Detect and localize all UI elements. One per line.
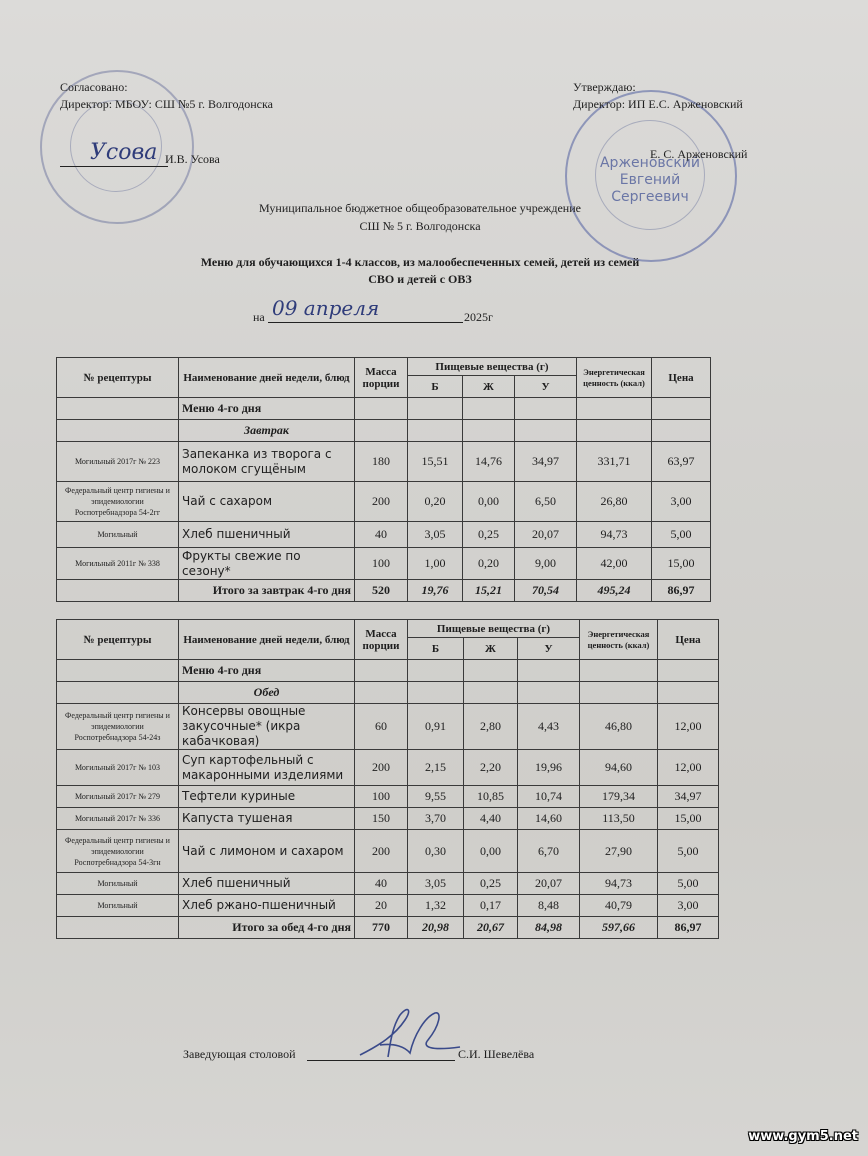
table-row	[57, 830, 719, 873]
table-row	[57, 704, 719, 750]
carbs: 19,96	[518, 750, 580, 786]
price: 15,00	[658, 808, 719, 830]
stamp-line: Сергеевич	[611, 189, 689, 205]
stamp-line: Арженовский	[599, 155, 700, 171]
dish-name: Чай с лимоном и сахаром	[179, 830, 355, 873]
mass: 200	[355, 750, 408, 786]
header-price: Цена	[652, 358, 711, 398]
header-dish: Наименование дней недели, блюд	[179, 358, 355, 398]
protein: 1,32	[408, 895, 464, 917]
carbs: 4,43	[518, 704, 580, 750]
dish-name: Хлеб пшеничный	[179, 873, 355, 895]
fat: 10,85	[464, 786, 518, 808]
energy: 27,90	[580, 830, 658, 873]
day-label: Меню 4-го дня	[179, 660, 355, 682]
energy: 94,73	[577, 522, 652, 548]
mass: 40	[355, 522, 408, 548]
price: 5,00	[652, 522, 711, 548]
meal-label: Завтрак	[179, 420, 355, 442]
recipe-source: Федеральный центр гигиены и эпидемиологии Роспотребнадзора 54-3гн	[57, 830, 179, 873]
protein: 1,00	[408, 548, 463, 580]
carbs: 34,97	[515, 442, 577, 482]
carbs: 14,60	[518, 808, 580, 830]
recipe-source: Могильный	[57, 895, 179, 917]
energy: 113,50	[580, 808, 658, 830]
recipe-source: Могильный 2011г № 338	[57, 548, 179, 580]
table-row	[57, 482, 711, 522]
mass: 100	[355, 548, 408, 580]
mass: 200	[355, 482, 408, 522]
dish-name: Чай с сахаром	[179, 482, 355, 522]
breakfast-table	[56, 357, 711, 602]
approval-left-name: И.В. Усова	[165, 152, 220, 166]
header-zh: Ж	[463, 376, 515, 398]
dish-name: Фрукты свежие по сезону*	[179, 548, 355, 580]
mass: 180	[355, 442, 408, 482]
header-nutrients: Пищевые вещества (г)	[408, 620, 580, 638]
recipe-source: Могильный 2017г № 103	[57, 750, 179, 786]
mass: 100	[355, 786, 408, 808]
table-header-row	[57, 358, 711, 376]
approval-right	[573, 79, 743, 113]
dish-name: Тефтели куриные	[179, 786, 355, 808]
price: 12,00	[658, 704, 719, 750]
table-row	[57, 548, 711, 580]
watermark: www.gym5.net	[748, 1129, 858, 1144]
energy: 331,71	[577, 442, 652, 482]
institution	[200, 199, 640, 235]
dish-name: Хлеб ржано-пшеничный	[179, 895, 355, 917]
protein: 0,20	[408, 482, 463, 522]
meal-row	[57, 682, 719, 704]
date-line	[268, 322, 463, 323]
protein: 3,70	[408, 808, 464, 830]
total-row	[57, 580, 711, 602]
dish-name: Консервы овощные закусочные* (икра кабачковая)	[179, 704, 355, 750]
header-b: Б	[408, 638, 464, 660]
carbs: 6,70	[518, 830, 580, 873]
energy: 179,34	[580, 786, 658, 808]
total-price: 86,97	[652, 580, 711, 602]
recipe-source: Могильный 2017г № 223	[57, 442, 179, 482]
header-mass: Масса порции	[355, 620, 408, 660]
total-mass: 520	[355, 580, 408, 602]
mass: 40	[355, 873, 408, 895]
header-energy: Энергетическая ценность (ккал)	[580, 620, 658, 660]
carbs: 10,74	[518, 786, 580, 808]
signature-line	[60, 166, 168, 167]
total-fat: 15,21	[463, 580, 515, 602]
header-nutrients: Пищевые вещества (г)	[408, 358, 577, 376]
institution-line1: Муниципальное бюджетное общеобразовательное учреждение	[259, 201, 581, 215]
energy: 26,80	[577, 482, 652, 522]
total-protein: 19,76	[408, 580, 463, 602]
total-label: Итого за завтрак 4-го дня	[179, 580, 355, 602]
energy: 94,60	[580, 750, 658, 786]
protein: 3,05	[408, 873, 464, 895]
approval-left-label: Согласовано:	[60, 80, 128, 94]
date-prefix: на	[253, 310, 265, 324]
table-row	[57, 873, 719, 895]
carbs: 9,00	[515, 548, 577, 580]
protein: 9,55	[408, 786, 464, 808]
total-carbs: 84,98	[518, 917, 580, 939]
header-zh: Ж	[464, 638, 518, 660]
day-label: Меню 4-го дня	[179, 398, 355, 420]
fat: 4,40	[464, 808, 518, 830]
fat: 0,25	[463, 522, 515, 548]
footer-name: С.И. Шевелёва	[458, 1047, 535, 1061]
header-dish: Наименование дней недели, блюд	[179, 620, 355, 660]
date-handwritten: 09 апреля	[272, 296, 380, 320]
table-row	[57, 808, 719, 830]
dish-name: Запеканка из творога с молоком сгущёным	[179, 442, 355, 482]
price: 3,00	[658, 895, 719, 917]
day-row	[57, 660, 719, 682]
header-recipe: № рецептуры	[57, 358, 179, 398]
table-row	[57, 786, 719, 808]
total-protein: 20,98	[408, 917, 464, 939]
recipe-source: Могильный	[57, 873, 179, 895]
mass: 150	[355, 808, 408, 830]
recipe-source: Могильный 2017г № 336	[57, 808, 179, 830]
total-label: Итого за обед 4-го дня	[179, 917, 355, 939]
energy: 94,73	[580, 873, 658, 895]
dish-name: Суп картофельный с макаронными изделиями	[179, 750, 355, 786]
fat: 14,76	[463, 442, 515, 482]
header-price: Цена	[658, 620, 719, 660]
lunch-table	[56, 619, 719, 939]
recipe-source: Могильный 2017г № 279	[57, 786, 179, 808]
meal-row	[57, 420, 711, 442]
header-b: Б	[408, 376, 463, 398]
fat: 0,00	[464, 830, 518, 873]
approval-left-position: Директор: МБОУ: СШ №5 г. Волгодонска	[60, 97, 273, 111]
price: 3,00	[652, 482, 711, 522]
carbs: 8,48	[518, 895, 580, 917]
protein: 15,51	[408, 442, 463, 482]
carbs: 20,07	[518, 873, 580, 895]
approval-right-label: Утверждаю:	[573, 80, 636, 94]
total-row	[57, 917, 719, 939]
fat: 2,20	[464, 750, 518, 786]
energy: 42,00	[577, 548, 652, 580]
protein: 0,30	[408, 830, 464, 873]
approval-left	[60, 79, 273, 113]
table-row	[57, 750, 719, 786]
header-recipe: № рецептуры	[57, 620, 179, 660]
header-u: У	[518, 638, 580, 660]
approval-right-name: Е. С. Арженовский	[650, 147, 748, 161]
recipe-source: Федеральный центр гигиены и эпидемиологии Роспотребнадзора 54-2гг	[57, 482, 179, 522]
fat: 0,20	[463, 548, 515, 580]
price: 63,97	[652, 442, 711, 482]
fat: 0,17	[464, 895, 518, 917]
title-line2: СВО и детей с ОВЗ	[368, 272, 472, 286]
energy: 46,80	[580, 704, 658, 750]
total-energy: 597,66	[580, 917, 658, 939]
price: 5,00	[658, 873, 719, 895]
dish-name: Хлеб пшеничный	[179, 522, 355, 548]
footer-role: Заведующая столовой	[183, 1047, 296, 1061]
meal-label: Обед	[179, 682, 355, 704]
table-row	[57, 442, 711, 482]
title-line1: Меню для обучающихся 1-4 классов, из малообеспеченных семей, детей из семей	[200, 255, 640, 269]
mass: 20	[355, 895, 408, 917]
total-mass: 770	[355, 917, 408, 939]
price: 34,97	[658, 786, 719, 808]
total-fat: 20,67	[464, 917, 518, 939]
protein: 0,91	[408, 704, 464, 750]
header-mass: Масса порции	[355, 358, 408, 398]
institution-line2: СШ № 5 г. Волгодонска	[359, 219, 481, 233]
header-u: У	[515, 376, 577, 398]
carbs: 20,07	[515, 522, 577, 548]
menu-title	[150, 254, 690, 288]
total-energy: 495,24	[577, 580, 652, 602]
approval-right-position: Директор: ИП Е.С. Арженовский	[573, 97, 743, 111]
stamp-line: Евгений	[619, 172, 681, 188]
energy: 40,79	[580, 895, 658, 917]
total-price: 86,97	[658, 917, 719, 939]
fat: 2,80	[464, 704, 518, 750]
signature-usova: Усова	[90, 140, 158, 165]
day-row	[57, 398, 711, 420]
price: 15,00	[652, 548, 711, 580]
date-suffix: 2025г	[464, 310, 493, 324]
price: 12,00	[658, 750, 719, 786]
fat: 0,00	[463, 482, 515, 522]
total-carbs: 70,54	[515, 580, 577, 602]
mass: 200	[355, 830, 408, 873]
dish-name: Капуста тушеная	[179, 808, 355, 830]
header-energy: Энергетическая ценность (ккал)	[577, 358, 652, 398]
footer-signature	[350, 1005, 470, 1065]
carbs: 6,50	[515, 482, 577, 522]
mass: 60	[355, 704, 408, 750]
fat: 0,25	[464, 873, 518, 895]
table-row	[57, 522, 711, 548]
table-row	[57, 895, 719, 917]
recipe-source: Федеральный центр гигиены и эпидемиологии Роспотребнадзора 54-24з	[57, 704, 179, 750]
protein: 3,05	[408, 522, 463, 548]
table-header-row	[57, 620, 719, 638]
protein: 2,15	[408, 750, 464, 786]
price: 5,00	[658, 830, 719, 873]
recipe-source: Могильный	[57, 522, 179, 548]
